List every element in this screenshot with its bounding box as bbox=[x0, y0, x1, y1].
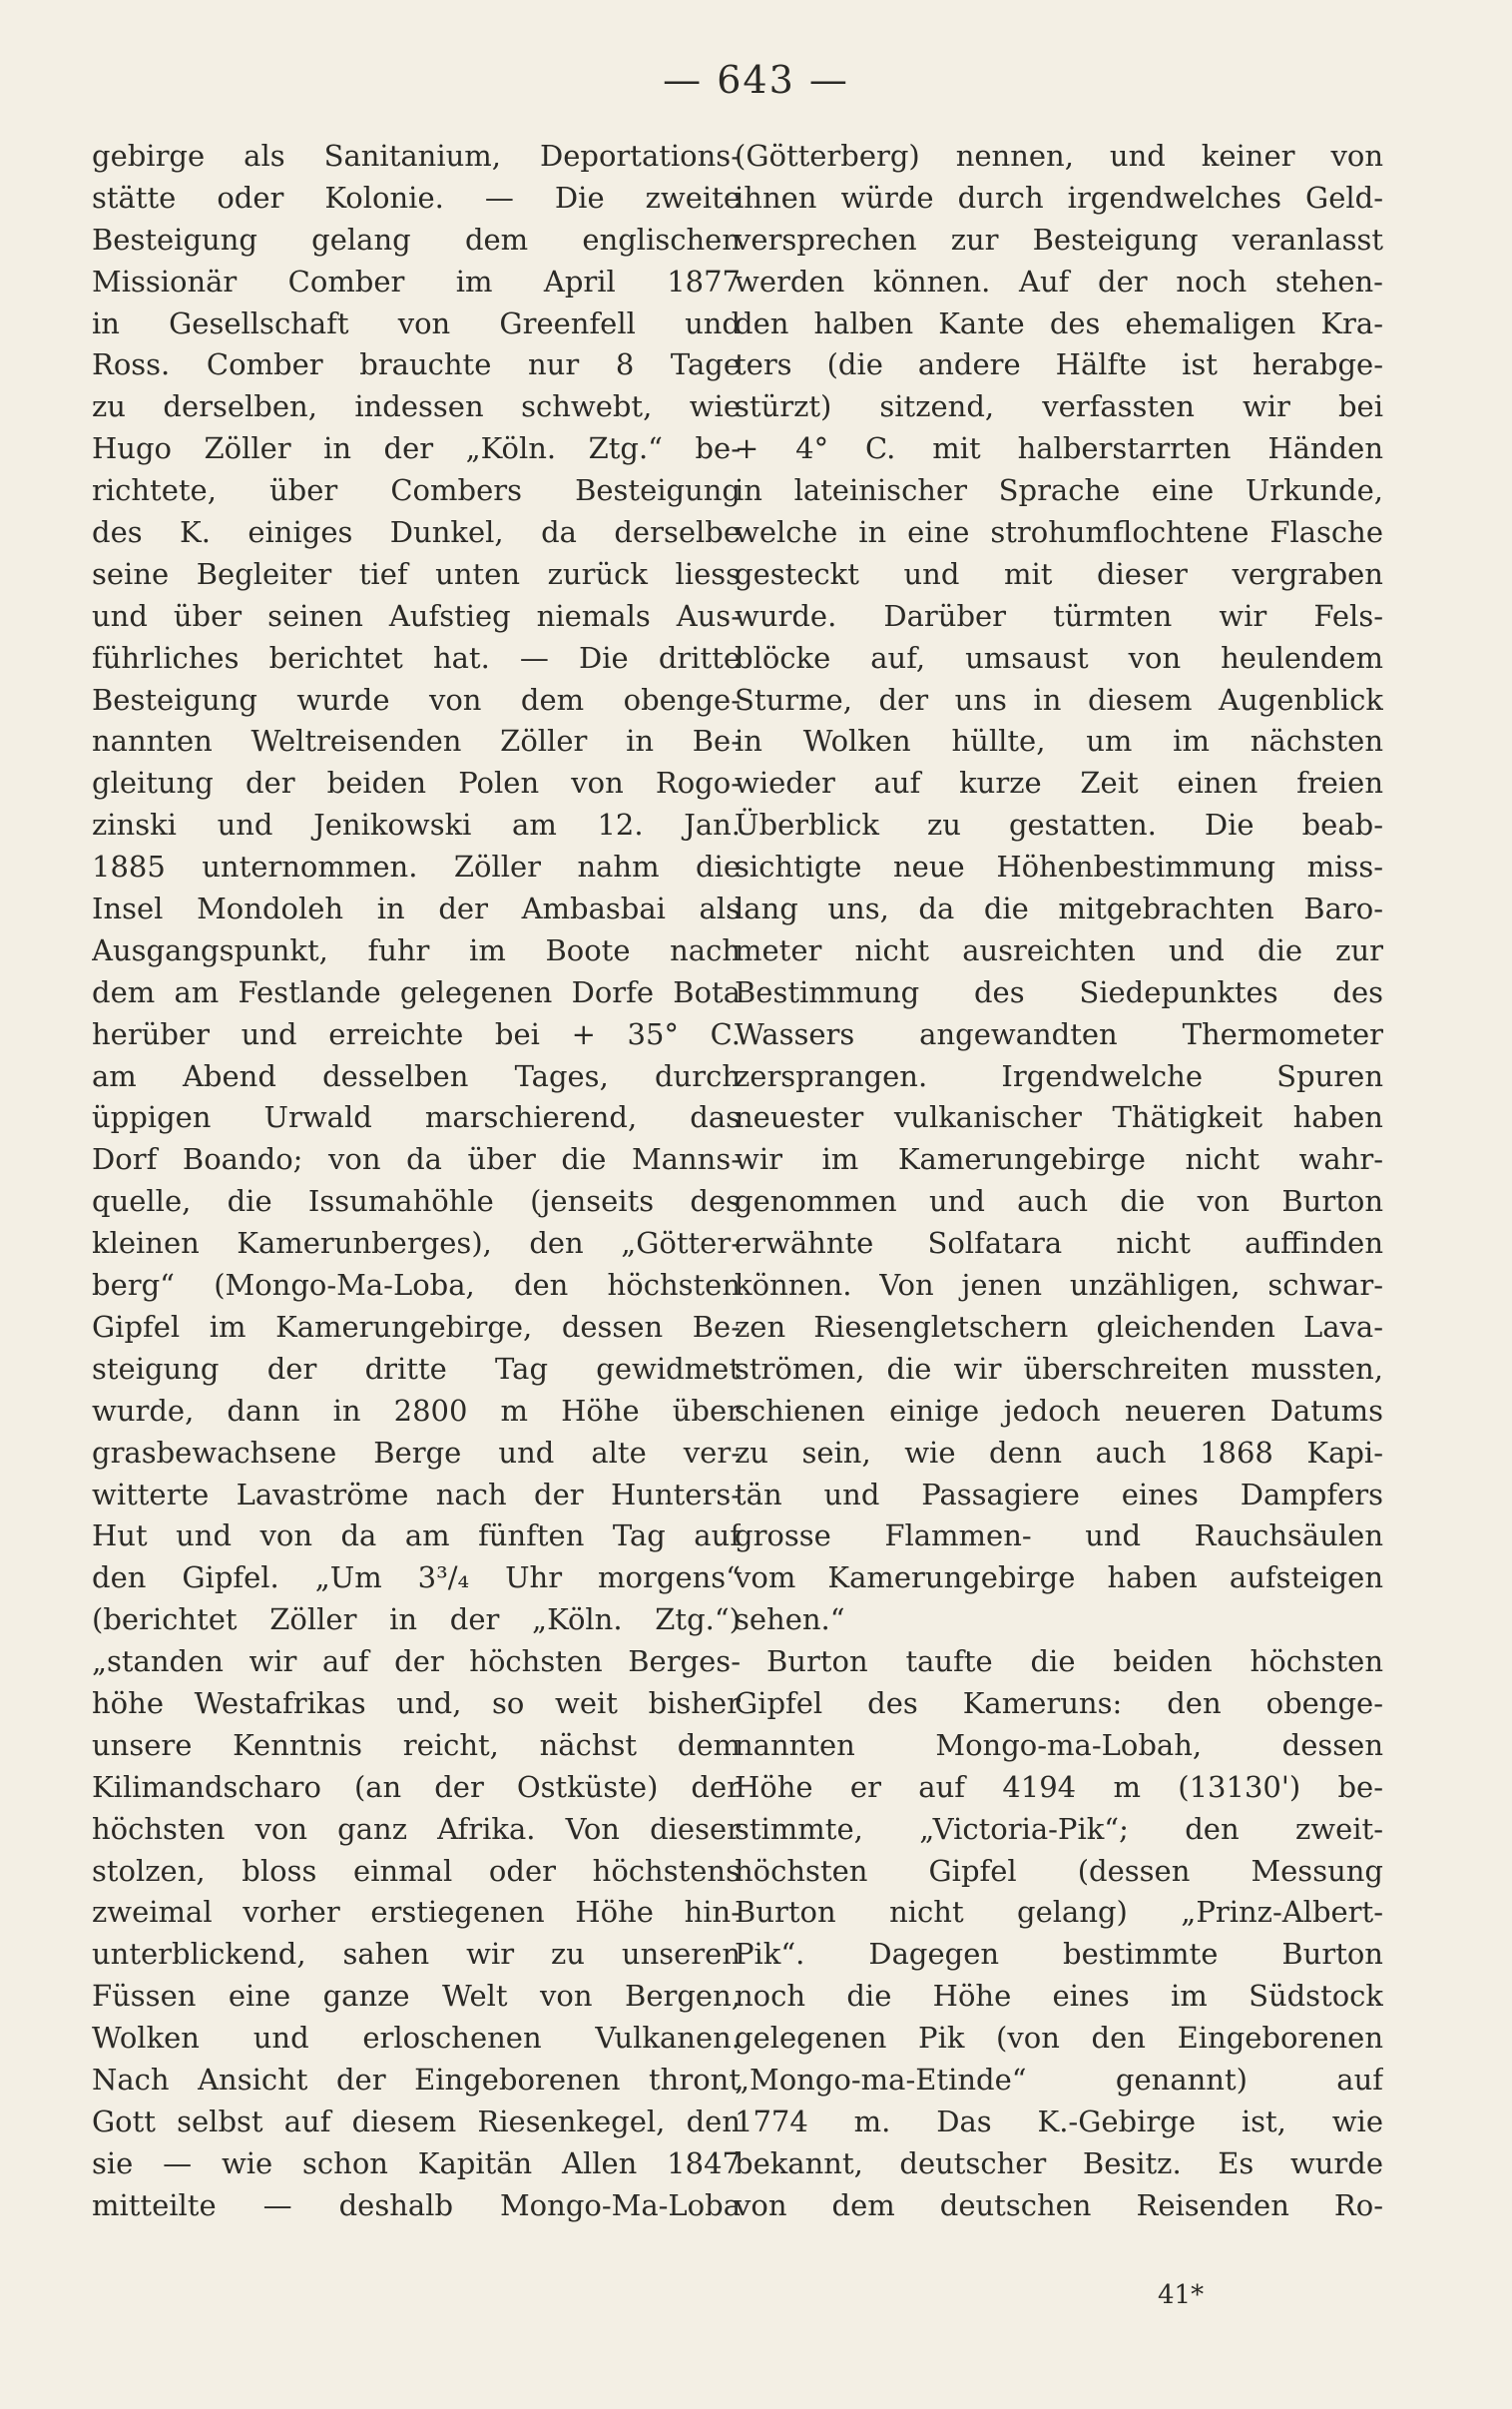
text-line: 1774 m. Das K.-Gebirge ist, wie bbox=[735, 2104, 1383, 2138]
text-line: zinski und Jenikowski am 12. Jan. bbox=[92, 808, 741, 843]
text-line: (berichtet Zöller in der „Köln. Ztg.“) bbox=[92, 1602, 741, 1637]
text-line: Gipfel des Kameruns: den obenge- bbox=[735, 1685, 1383, 1720]
text-line: des K. einiges Dunkel, da derselbe bbox=[92, 515, 741, 550]
text-line: erwähnte Solfatara nicht auffinden bbox=[735, 1226, 1383, 1261]
text-line: in Wolken hüllte, um im nächsten bbox=[735, 724, 1383, 759]
text-line: sehen.“ bbox=[735, 1602, 845, 1637]
text-line: bekannt, deutscher Besitz. Es wurde bbox=[735, 2145, 1383, 2180]
text-line: neuester vulkanischer Thätigkeit haben bbox=[735, 1100, 1383, 1135]
text-line: (Götterberg) nennen, und keiner von bbox=[735, 139, 1383, 173]
text-line: wurde, dann in 2800 m Höhe über bbox=[92, 1393, 741, 1428]
text-line: richtete, über Combers Besteigung bbox=[92, 473, 741, 508]
text-line: üppigen Urwald marschierend, das bbox=[92, 1100, 741, 1135]
text-line: höchsten von ganz Afrika. Von dieser bbox=[92, 1811, 741, 1846]
text-line: zu derselben, indessen schwebt, wie bbox=[92, 389, 741, 424]
text-line: strömen, die wir überschreiten mussten, bbox=[735, 1351, 1383, 1386]
text-line: genommen und auch die von Burton bbox=[735, 1184, 1383, 1219]
text-line: stolzen, bloss einmal oder höchstens bbox=[92, 1853, 741, 1888]
text-line: nannten Mongo-ma-Lobah, dessen bbox=[735, 1727, 1383, 1762]
text-line: stimmte, „Victoria-Pik“; den zweit- bbox=[735, 1811, 1383, 1846]
text-line: welche in eine strohumflochtene Flasche bbox=[735, 515, 1383, 550]
text-line: „standen wir auf der höchsten Berges- bbox=[92, 1644, 741, 1679]
text-line: von dem deutschen Reisenden Ro- bbox=[735, 2187, 1383, 2222]
text-line: Burton nicht gelang) „Prinz-Albert- bbox=[735, 1895, 1383, 1930]
left-column bbox=[92, 136, 741, 2227]
text-line: Burton taufte die beiden höchsten bbox=[766, 1644, 1383, 1679]
text-line: zu sein, wie denn auch 1868 Kapi- bbox=[735, 1435, 1383, 1470]
text-line: unsere Kenntnis reicht, nächst dem bbox=[92, 1727, 741, 1762]
text-line: Dorf Boando; von da über die Manns- bbox=[92, 1142, 741, 1177]
text-line: versprechen zur Besteigung veranlasst bbox=[735, 222, 1383, 257]
text-line: höchsten Gipfel (dessen Messung bbox=[735, 1853, 1383, 1888]
text-line: grosse Flammen- und Rauchsäulen bbox=[735, 1518, 1383, 1553]
text-line: Überblick zu gestatten. Die beab- bbox=[735, 808, 1383, 843]
text-line: und über seinen Aufstieg niemals Aus- bbox=[92, 598, 741, 633]
text-line: Insel Mondoleh in der Ambasbai als bbox=[92, 892, 741, 926]
text-line: meter nicht ausreichten und die zur bbox=[735, 932, 1383, 967]
text-line: ihnen würde durch irgendwelches Geld- bbox=[735, 180, 1383, 215]
text-line: Hut und von da am fünften Tag auf bbox=[92, 1518, 741, 1553]
text-line: lang uns, da die mitgebrachten Baro- bbox=[735, 892, 1383, 926]
text-line: noch die Höhe eines im Südstock bbox=[735, 1979, 1383, 2014]
text-line: Bestimmung des Siedepunktes des bbox=[735, 974, 1383, 1009]
text-line: tän und Passagiere eines Dampfers bbox=[735, 1477, 1383, 1511]
text-line: höhe Westafrikas und, so weit bisher bbox=[92, 1685, 741, 1720]
text-line: Gott selbst auf diesem Riesenkegel, den bbox=[92, 2104, 741, 2138]
text-line: seine Begleiter tief unten zurück liess bbox=[92, 556, 741, 591]
page-number: — 643 — bbox=[663, 58, 849, 102]
text-line: am Abend desselben Tages, durch bbox=[92, 1058, 741, 1093]
text-line: witterte Lavaströme nach der Hunters- bbox=[92, 1477, 741, 1511]
text-line: wir im Kamerungebirge nicht wahr- bbox=[735, 1142, 1383, 1177]
text-line: herüber und erreichte bei + 35° C. bbox=[92, 1016, 741, 1051]
text-line: 1885 unternommen. Zöller nahm die bbox=[92, 850, 741, 885]
text-line: gelegenen Pik (von den Eingeborenen bbox=[735, 2021, 1383, 2056]
text-line: Wassers angewandten Thermometer bbox=[735, 1016, 1383, 1051]
text-line: sie — wie schon Kapitän Allen 1847 bbox=[92, 2145, 741, 2180]
text-line: können. Von jenen unzähligen, schwar- bbox=[735, 1268, 1383, 1303]
text-line: dem am Festlande gelegenen Dorfe Bota bbox=[92, 974, 741, 1009]
text-line: Sturme, der uns in diesem Augenblick bbox=[735, 682, 1383, 717]
text-line: Besteigung gelang dem englischen bbox=[92, 222, 741, 257]
text-line: stätte oder Kolonie. — Die zweite bbox=[92, 180, 741, 215]
text-line: Höhe er auf 4194 m (13130') be- bbox=[735, 1769, 1383, 1804]
text-line: in Gesellschaft von Greenfell und bbox=[92, 305, 741, 340]
text-line: werden können. Auf der noch stehen- bbox=[735, 264, 1383, 299]
text-line: vom Kamerungebirge haben aufsteigen bbox=[735, 1560, 1383, 1595]
text-line: in lateinischer Sprache eine Urkunde, bbox=[735, 473, 1383, 508]
text-line: Wolken und erloschenen Vulkanen. bbox=[92, 2021, 741, 2056]
text-line: gleitung der beiden Polen von Rogo- bbox=[92, 766, 741, 801]
text-line: Ross. Comber brauchte nur 8 Tage bbox=[92, 347, 741, 382]
text-line: + 4° C. mit halberstarrten Händen bbox=[735, 431, 1383, 466]
text-line: Pik“. Dagegen bestimmte Burton bbox=[735, 1937, 1383, 1972]
text-line: Besteigung wurde von dem obenge- bbox=[92, 682, 741, 717]
text-line: nannten Weltreisenden Zöller in Be- bbox=[92, 724, 741, 759]
text-line: stürzt) sitzend, verfassten wir bei bbox=[735, 389, 1383, 424]
text-line: sichtigte neue Höhenbestimmung miss- bbox=[735, 850, 1383, 885]
text-line: quelle, die Issumahöhle (jenseits des bbox=[92, 1184, 741, 1219]
text-line: den halben Kante des ehemaligen Kra- bbox=[735, 305, 1383, 340]
text-line: ters (die andere Hälfte ist herabge- bbox=[735, 347, 1383, 382]
text-line: wieder auf kurze Zeit einen freien bbox=[735, 766, 1383, 801]
right-column bbox=[735, 136, 1383, 2227]
text-line: schienen einige jedoch neueren Datums bbox=[735, 1393, 1383, 1428]
text-line: wurde. Darüber türmten wir Fels- bbox=[735, 598, 1383, 633]
text-line: blöcke auf, umsaust von heulendem bbox=[735, 640, 1383, 675]
text-line: Füssen eine ganze Welt von Bergen, bbox=[92, 1979, 741, 2014]
text-line: Kilimandscharo (an der Ostküste) der bbox=[92, 1769, 741, 1804]
text-line: gesteckt und mit dieser vergraben bbox=[735, 556, 1383, 591]
text-line: Gipfel im Kamerungebirge, dessen Be- bbox=[92, 1309, 741, 1344]
text-line: unterblickend, sahen wir zu unseren bbox=[92, 1937, 741, 1972]
text-line: Nach Ansicht der Eingeborenen thront bbox=[92, 2062, 741, 2097]
text-line: den Gipfel. „Um 3³/₄ Uhr morgens“ bbox=[92, 1560, 741, 1595]
text-line: „Mongo-ma-Etinde“ genannt) auf bbox=[735, 2062, 1383, 2097]
text-line: Hugo Zöller in der „Köln. Ztg.“ be- bbox=[92, 431, 741, 466]
printer-signature: 41* bbox=[1158, 2280, 1205, 2310]
text-line: grasbewachsene Berge und alte ver- bbox=[92, 1435, 741, 1470]
text-line: führliches berichtet hat. — Die dritte bbox=[92, 640, 741, 675]
text-line: kleinen Kamerunberges), den „Götter- bbox=[92, 1226, 741, 1261]
text-line: zersprangen. Irgendwelche Spuren bbox=[735, 1058, 1383, 1093]
text-line: Ausgangspunkt, fuhr im Boote nach bbox=[92, 932, 741, 967]
text-line: zweimal vorher erstiegenen Höhe hin- bbox=[92, 1895, 741, 1930]
text-line: steigung der dritte Tag gewidmet bbox=[92, 1351, 741, 1386]
text-line: Missionär Comber im April 1877 bbox=[92, 264, 741, 299]
text-line: mitteilte — deshalb Mongo-Ma-Loba bbox=[92, 2187, 741, 2222]
text-line: berg“ (Mongo-Ma-Loba, den höchsten bbox=[92, 1268, 741, 1303]
text-line: zen Riesengletschern gleichenden Lava- bbox=[735, 1309, 1383, 1344]
text-line: gebirge als Sanitanium, Deportations- bbox=[92, 139, 741, 173]
